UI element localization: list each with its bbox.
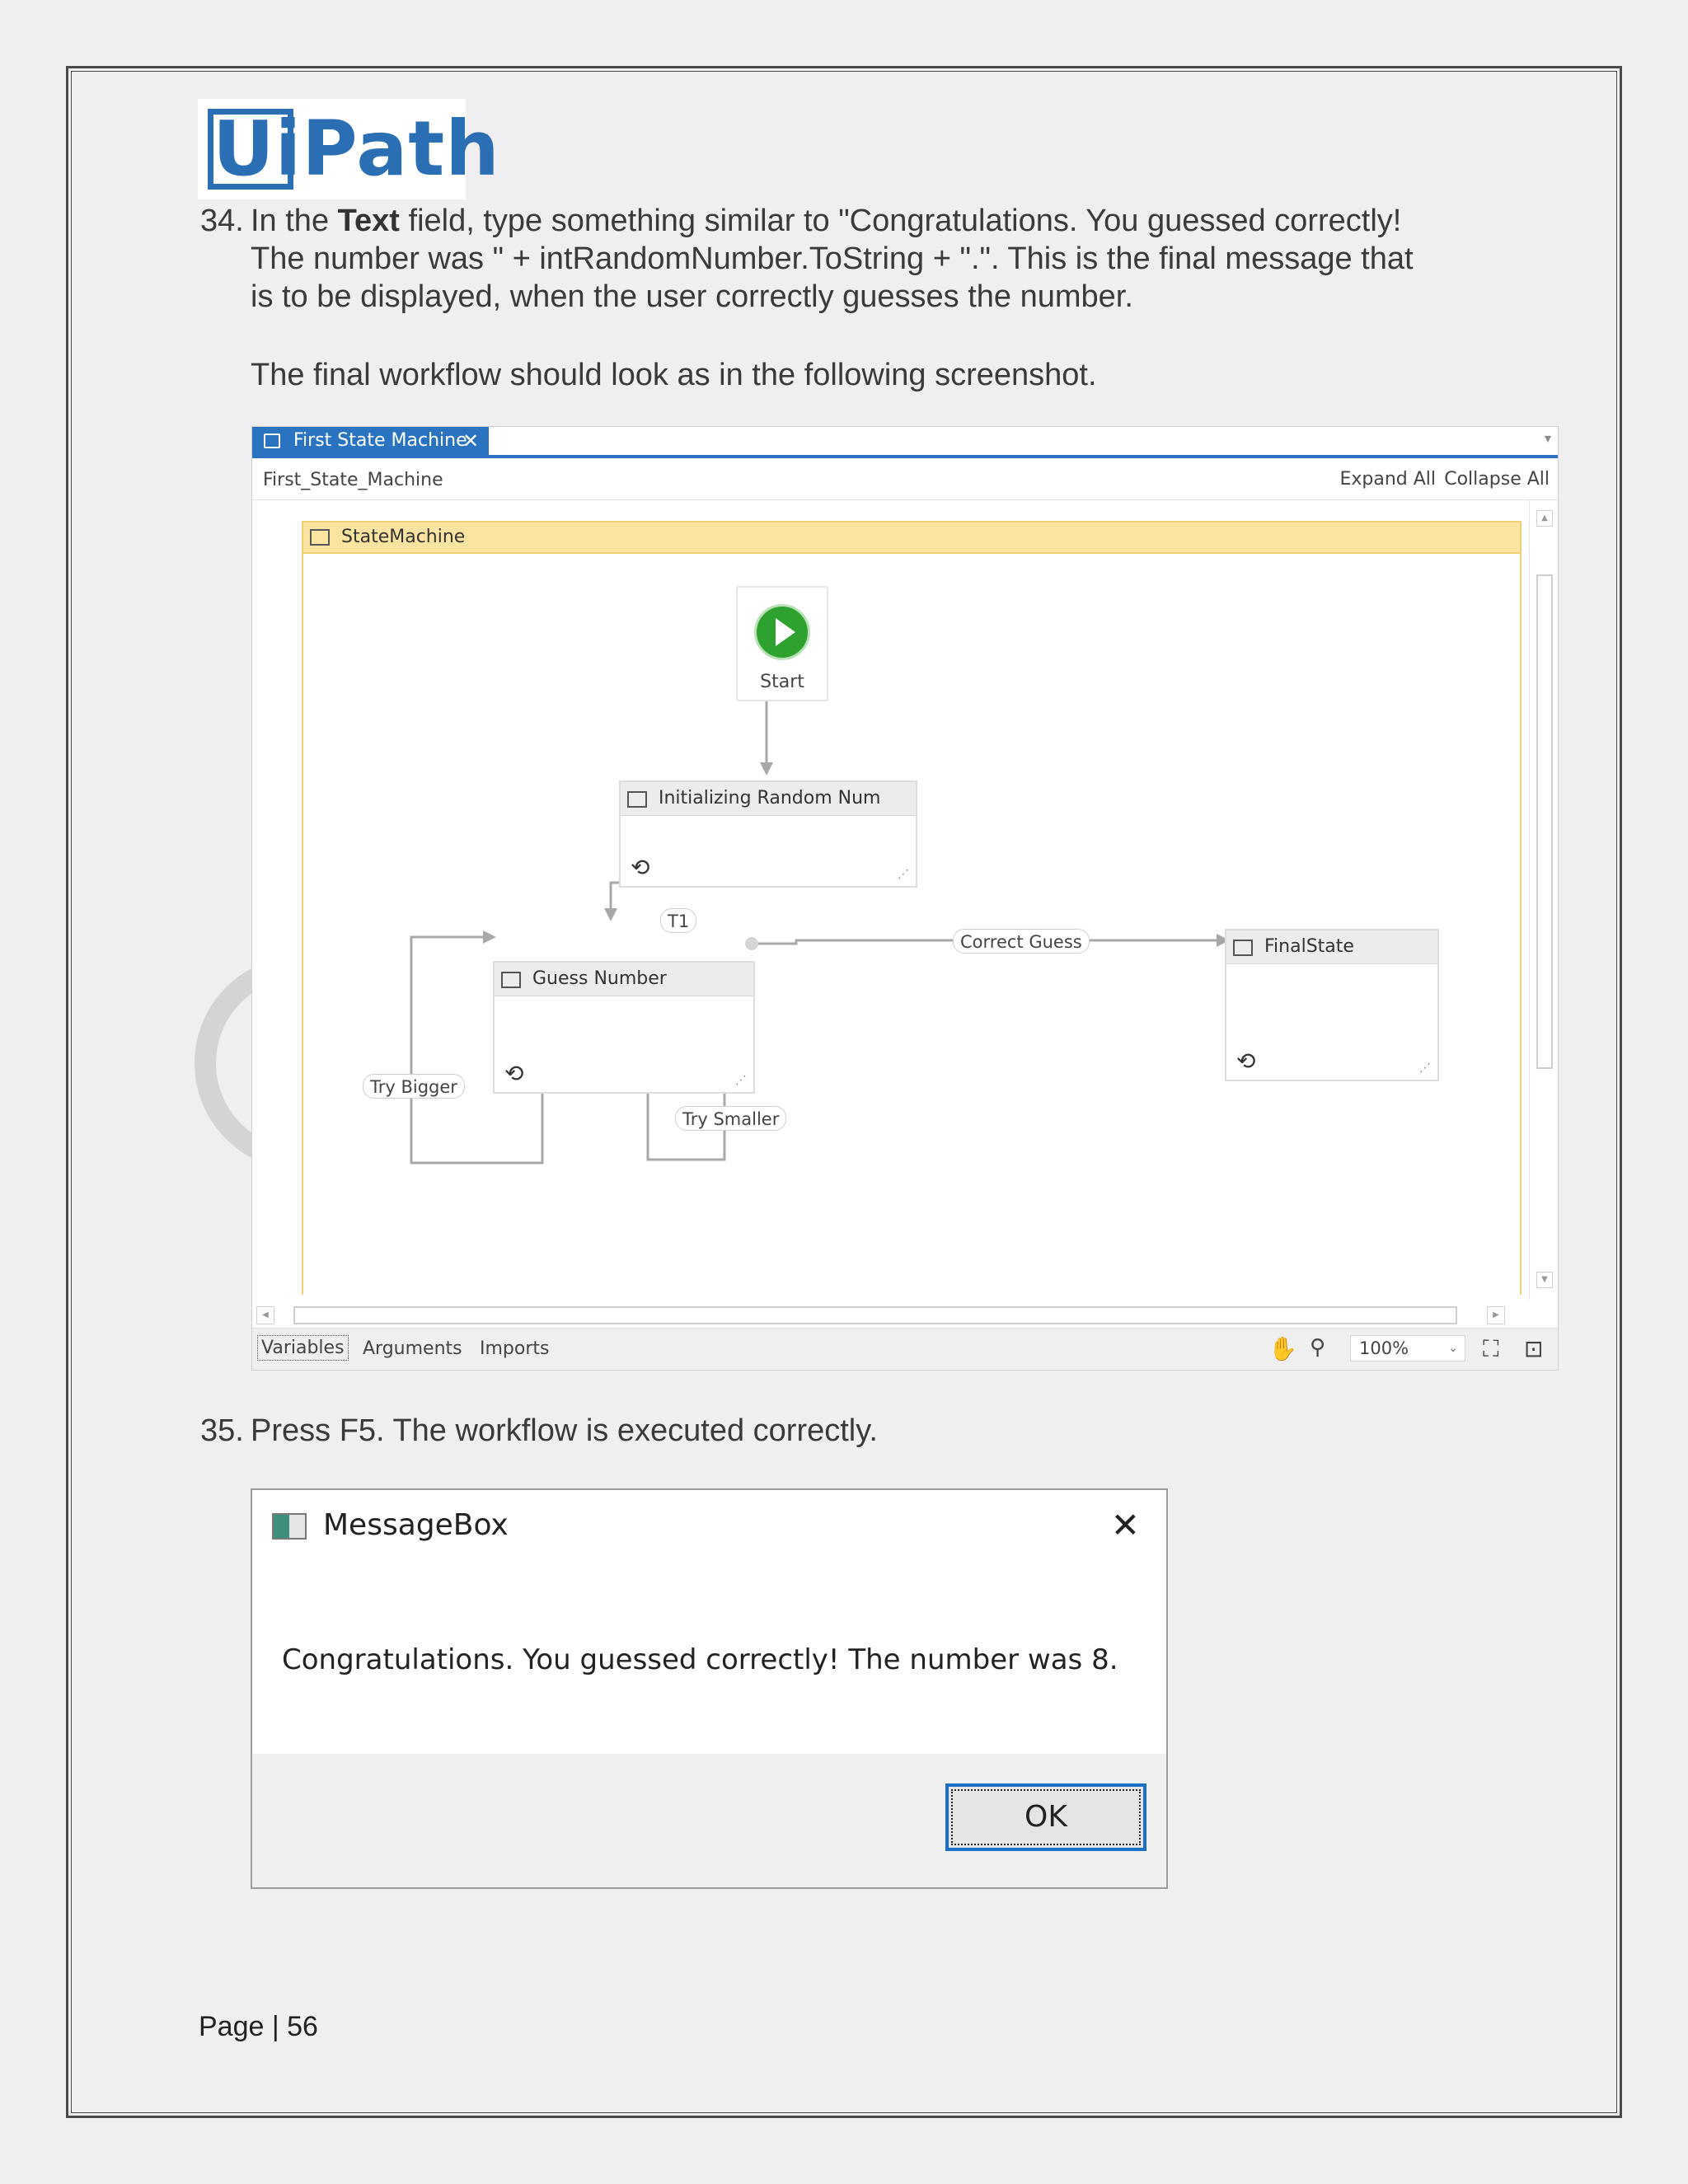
close-icon[interactable]: ✕ bbox=[462, 429, 480, 452]
zoom-value: 100% bbox=[1359, 1338, 1409, 1358]
state-final[interactable] bbox=[1225, 929, 1439, 1081]
entry-loop-icon: ⟲ bbox=[631, 854, 650, 881]
scroll-down-icon[interactable]: ▼ bbox=[1536, 1272, 1553, 1288]
state-guess-number[interactable] bbox=[493, 961, 755, 1094]
workflow-designer bbox=[251, 426, 1559, 1371]
scroll-up-icon[interactable]: ▲ bbox=[1536, 510, 1553, 527]
workflow-intro: The final workflow should look as in the following screenshot. bbox=[251, 358, 1097, 392]
window-icon bbox=[272, 1513, 307, 1540]
breadcrumb-bar bbox=[252, 458, 1558, 500]
step-34-line-3: is to be displayed, when the user correctly guesses the number. bbox=[251, 279, 1133, 314]
designer-canvas[interactable] bbox=[252, 500, 1530, 1300]
overview-icon[interactable]: ⊡ bbox=[1524, 1335, 1544, 1362]
step-34-line-2: The number was " + intRandomNumber.ToString + ".". This is the final message that bbox=[251, 241, 1414, 276]
state-label: Guess Number bbox=[532, 968, 667, 989]
scroll-left-icon[interactable]: ◀ bbox=[256, 1306, 274, 1324]
state-machine-label: StateMachine bbox=[341, 527, 466, 547]
resize-grip-icon[interactable]: ⋰ bbox=[898, 868, 909, 881]
connection-dot bbox=[745, 937, 758, 950]
step-34-body bbox=[251, 202, 1536, 316]
step-34-line-1 bbox=[251, 202, 1536, 240]
state-label: FinalState bbox=[1264, 936, 1354, 957]
message-box-dialog bbox=[251, 1488, 1168, 1889]
designer-status-bar bbox=[252, 1328, 1558, 1370]
state-initializing-random-num[interactable] bbox=[619, 780, 917, 888]
state-header bbox=[621, 782, 916, 816]
scroll-thumb[interactable] bbox=[293, 1306, 1457, 1324]
start-node[interactable] bbox=[736, 586, 828, 701]
transition-label-try-bigger[interactable]: Try Bigger bbox=[363, 1074, 465, 1099]
state-label: Initializing Random Num bbox=[659, 788, 881, 808]
step-34 bbox=[200, 202, 1536, 317]
breadcrumb[interactable]: First_State_Machine bbox=[263, 470, 443, 490]
step-number: 34. bbox=[200, 204, 244, 238]
hand-pan-icon[interactable]: ✋ bbox=[1268, 1335, 1297, 1362]
chevron-down-icon: ⌄ bbox=[1448, 1342, 1458, 1355]
horizontal-scrollbar[interactable] bbox=[252, 1300, 1530, 1328]
uipath-logo bbox=[198, 99, 500, 199]
bold-field-name: Text bbox=[337, 204, 400, 238]
document-icon bbox=[264, 434, 280, 448]
zoom-select[interactable] bbox=[1350, 1335, 1465, 1361]
tab-bar bbox=[252, 427, 1558, 458]
text-run: In the bbox=[251, 204, 338, 238]
state-header bbox=[495, 963, 753, 996]
arrow-head bbox=[760, 762, 773, 776]
vertical-scrollbar[interactable] bbox=[1529, 500, 1558, 1300]
close-icon[interactable]: ✕ bbox=[1110, 1505, 1140, 1545]
chevron-down-icon[interactable]: ▾ bbox=[1544, 430, 1551, 446]
resize-grip-icon[interactable]: ⋰ bbox=[1419, 1062, 1431, 1075]
arguments-tab[interactable]: Arguments bbox=[363, 1338, 462, 1359]
step-35 bbox=[200, 1412, 1536, 1453]
dialog-footer bbox=[252, 1754, 1166, 1887]
arrow-head bbox=[604, 908, 617, 921]
dialog-message: Congratulations. You guessed correctly! The number was 8. bbox=[282, 1643, 1118, 1676]
start-play-icon bbox=[754, 604, 810, 660]
transition-lines bbox=[252, 500, 1530, 1300]
tab-label: First State Machine bbox=[293, 430, 467, 451]
state-header bbox=[1226, 930, 1437, 964]
text-run: field, type something similar to "Congratulations. You guessed correctly! bbox=[399, 204, 1402, 238]
resize-grip-icon[interactable]: ⋰ bbox=[735, 1074, 747, 1087]
state-icon bbox=[627, 791, 647, 808]
zoom-icon[interactable]: ⚲ bbox=[1310, 1335, 1326, 1360]
entry-loop-icon: ⟲ bbox=[504, 1060, 524, 1087]
dialog-title: MessageBox bbox=[323, 1508, 509, 1542]
transition-label-try-smaller[interactable]: Try Smaller bbox=[675, 1106, 786, 1131]
tab-first-state-machine[interactable] bbox=[252, 427, 489, 455]
imports-tab[interactable]: Imports bbox=[480, 1338, 550, 1359]
fit-screen-icon[interactable]: ⛶ bbox=[1483, 1335, 1499, 1362]
step-35-body: Press F5. The workflow is executed correctly. bbox=[251, 1413, 878, 1448]
transition-label-correct-guess[interactable]: Correct Guess bbox=[953, 929, 1090, 954]
transition-label-t1[interactable]: T1 bbox=[660, 908, 696, 933]
page-number: Page | 56 bbox=[199, 2011, 318, 2042]
arrow-head bbox=[483, 930, 496, 944]
entry-loop-icon: ⟲ bbox=[1236, 1047, 1256, 1075]
start-label: Start bbox=[760, 672, 804, 692]
scroll-thumb[interactable] bbox=[1536, 574, 1553, 1069]
variables-tab[interactable]: Variables bbox=[257, 1335, 349, 1361]
state-icon bbox=[1233, 940, 1253, 956]
state-icon bbox=[501, 972, 521, 988]
logo-text: UiPath bbox=[213, 105, 500, 193]
ok-button[interactable]: OK bbox=[945, 1783, 1146, 1851]
expand-all-button[interactable]: Expand All bbox=[1339, 469, 1436, 490]
step-number: 35. bbox=[200, 1413, 244, 1448]
collapse-all-button[interactable]: Collapse All bbox=[1444, 469, 1550, 490]
scroll-right-icon[interactable]: ▶ bbox=[1487, 1306, 1505, 1324]
